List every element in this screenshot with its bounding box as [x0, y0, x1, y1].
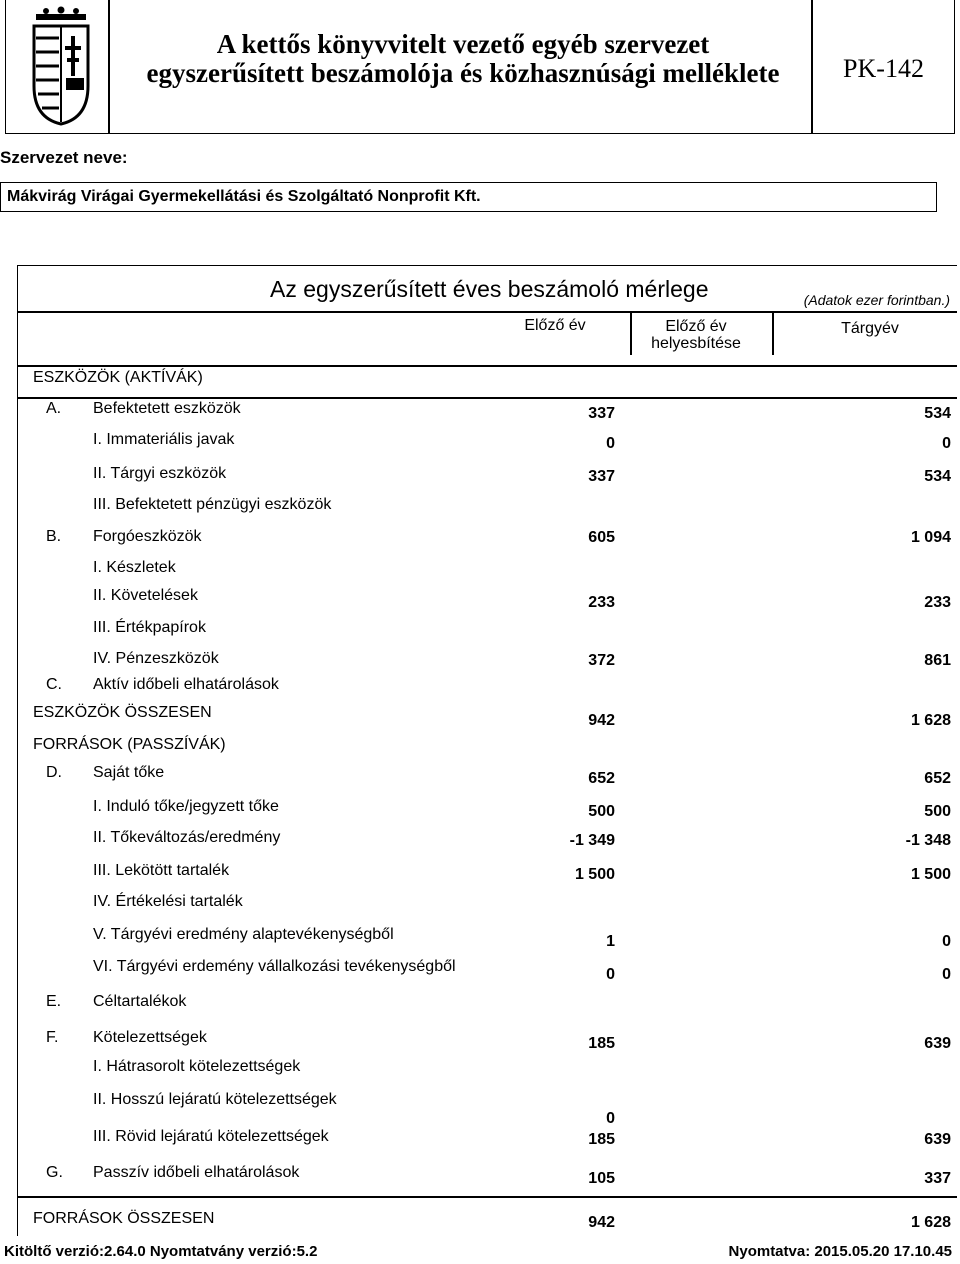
row-letter: A.: [46, 400, 62, 417]
prev-year-value: 0: [606, 966, 615, 983]
row-label: III. Rövid lejáratú kötelezettségek: [93, 1128, 329, 1145]
prev-year-value: -1 349: [569, 832, 615, 849]
row-label: Saját tőke: [93, 764, 165, 781]
current-year-value: 1 500: [910, 866, 951, 883]
row-label: I. Induló tőke/jegyzett tőke: [93, 798, 279, 815]
org-name: Mákvirág Virágai Gyermekellátási és Szolgáltató Nonprofit Kft.: [7, 188, 481, 205]
row-label: Aktív időbeli elhatárolások: [93, 676, 279, 693]
current-year-value: 534: [924, 468, 951, 485]
row-letter: E.: [46, 993, 62, 1010]
row-label: ESZKÖZÖK (AKTÍVÁK): [33, 369, 203, 386]
row-letter: F.: [46, 1029, 59, 1046]
row-label: II. Tőkeváltozás/eredmény: [93, 829, 281, 846]
current-year-value: 0: [942, 966, 951, 983]
prev-year-value: 605: [588, 529, 615, 546]
row-label: FORRÁSOK ÖSSZESEN: [33, 1210, 215, 1227]
row-label: IV. Értékelési tartalék: [93, 893, 243, 910]
current-year-value: 534: [924, 405, 951, 422]
prev-year-value: 942: [588, 712, 615, 729]
current-year-value: 0: [942, 435, 951, 452]
current-year-value: 337: [924, 1170, 951, 1187]
current-year-value: 1 094: [910, 529, 951, 546]
correction-line2: helyesbítése: [651, 335, 741, 352]
prev-year-value: 337: [588, 405, 615, 422]
section-rule: [17, 1196, 957, 1198]
row-label: FORRÁSOK (PASSZÍVÁK): [33, 736, 226, 753]
current-year-value: 652: [924, 770, 951, 787]
row-letter: G.: [46, 1164, 63, 1181]
prev-year-value: 105: [588, 1170, 615, 1187]
row-label: Befektetett eszközök: [93, 400, 241, 417]
header-rule: [17, 311, 957, 313]
header-divider: [108, 0, 110, 134]
prev-year-value: 185: [588, 1035, 615, 1052]
row-label: II. Követelések: [93, 587, 198, 604]
correction-line1: Előző év: [665, 318, 727, 335]
print-timestamp: Nyomtatva: 2015.05.20 17.10.45: [728, 1243, 952, 1260]
prev-year-value: 337: [588, 468, 615, 485]
filler-version: Kitöltő verzió:2.64.0 Nyomtatvány verzió:5.2: [4, 1243, 318, 1260]
prev-year-value: 500: [588, 803, 615, 820]
prev-year-value: 372: [588, 652, 615, 669]
current-year-value: 861: [924, 652, 951, 669]
org-label: Szervezet neve:: [0, 148, 128, 167]
section-rule: [17, 397, 957, 399]
column-header-current-year: Tárgyév: [841, 320, 899, 337]
row-label: III. Lekötött tartalék: [93, 862, 230, 879]
form-title-line2: egyszerűsített beszámolója és közhasznúsági melléklete: [146, 58, 780, 88]
prev-year-value: 1: [606, 933, 615, 950]
row-letter: B.: [46, 528, 62, 545]
header-rule: [17, 365, 957, 367]
row-label: I. Készletek: [93, 559, 176, 576]
coat-of-arms-icon: [26, 6, 96, 126]
form-title: [118, 30, 808, 88]
prev-year-value: 0: [606, 1110, 615, 1127]
prev-year-value: 1 500: [574, 866, 615, 883]
row-label: ESZKÖZÖK ÖSSZESEN: [33, 704, 212, 721]
column-header-prev-year: Előző év: [524, 317, 586, 334]
prev-year-value: 0: [606, 435, 615, 452]
column-divider: [630, 311, 632, 355]
row-letter: C.: [46, 676, 62, 693]
current-year-value: 639: [924, 1131, 951, 1148]
row-letter: D.: [46, 764, 62, 781]
row-label: I. Hátrasorolt kötelezettségek: [93, 1058, 301, 1075]
current-year-value: 500: [924, 803, 951, 820]
current-year-value: -1 348: [905, 832, 951, 849]
row-label: III. Értékpapírok: [93, 619, 206, 636]
current-year-value: 1 628: [910, 712, 951, 729]
row-label: II. Tárgyi eszközök: [93, 465, 227, 482]
form-code: PK-142: [843, 54, 924, 83]
row-label: Céltartalékok: [93, 993, 187, 1010]
column-divider: [772, 311, 774, 355]
current-year-value: 233: [924, 594, 951, 611]
row-label: II. Hosszú lejáratú kötelezettségek: [93, 1091, 337, 1108]
unit-note: (Adatok ezer forintban.): [803, 292, 950, 308]
row-label: Passzív időbeli elhatárolások: [93, 1164, 300, 1181]
prev-year-value: 233: [588, 594, 615, 611]
org-name-field: [0, 182, 937, 212]
row-label: Kötelezettségek: [93, 1029, 207, 1046]
balance-title: Az egyszerűsített éves beszámoló mérlege: [270, 276, 709, 302]
row-label: Forgóeszközök: [93, 528, 202, 545]
current-year-value: 0: [942, 933, 951, 950]
prev-year-value: 652: [588, 770, 615, 787]
row-label: VI. Tárgyévi erdemény vállalkozási tevékenységből: [93, 958, 456, 975]
current-year-value: 1 628: [910, 1214, 951, 1231]
current-year-value: 639: [924, 1035, 951, 1052]
column-header-correction: [636, 318, 756, 352]
form-title-line1: A kettős könyvvitelt vezető egyéb szervezet: [216, 29, 710, 59]
row-label: I. Immateriális javak: [93, 431, 235, 448]
row-label: V. Tárgyévi eredmény alaptevékenységből: [93, 926, 394, 943]
prev-year-value: 942: [588, 1214, 615, 1231]
row-label: III. Befektetett pénzügyi eszközök: [93, 496, 332, 513]
row-label: IV. Pénzeszközök: [93, 650, 219, 667]
prev-year-value: 185: [588, 1131, 615, 1148]
